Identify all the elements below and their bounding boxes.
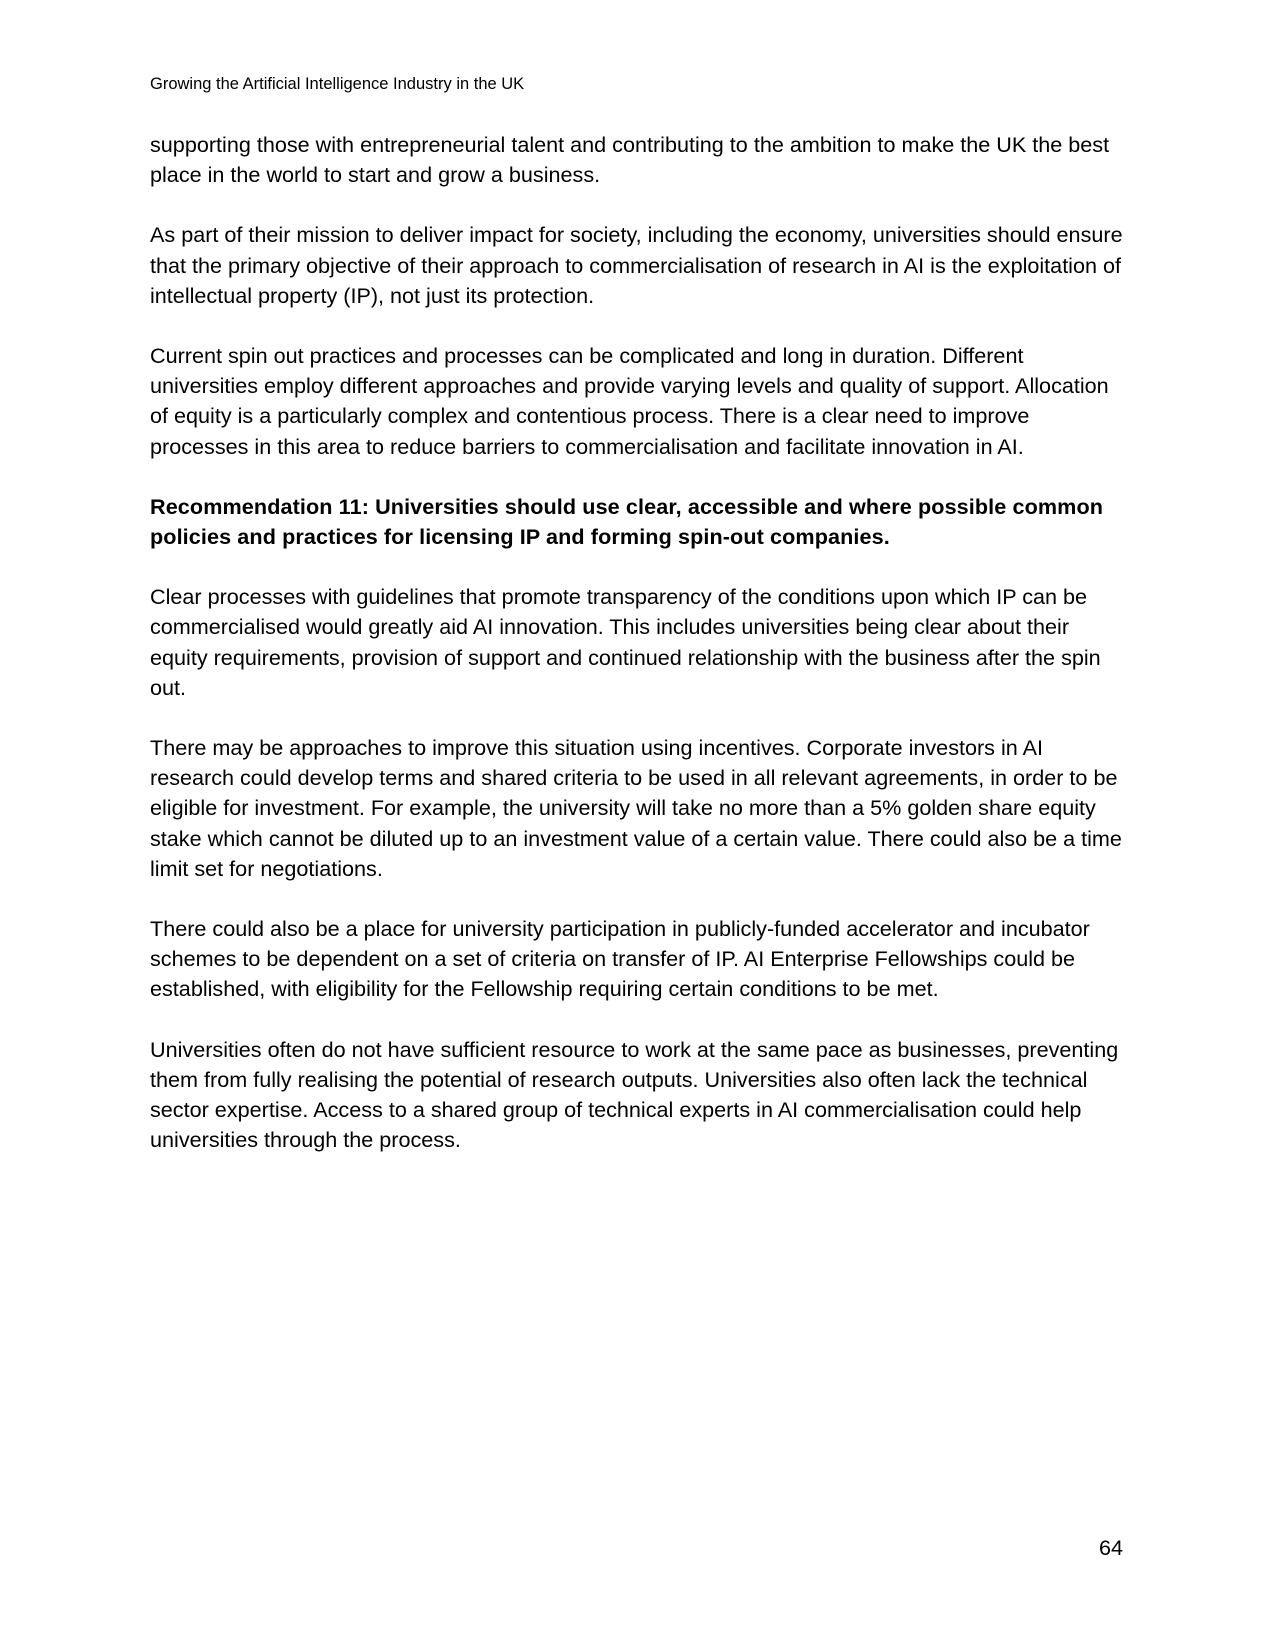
paragraph: Universities often do not have sufficient resource to work at the same pace as businesses, preventing them from fully realising the potential of research outputs. Universities also often lack the technical sector expertise. Access to a shared group of technical experts in AI commercialisation could help universities through the process. xyxy=(150,1036,1119,1153)
paragraph: There may be approaches to improve this situation using incentives. Corporate investors in AI research could develop terms and shared criteria to be used in all relevant agreements, in order to be eligible for investment. For example, the university will take no more than a 5% golden share equity stake which cannot be diluted up to an investment value of a certain value. There could also be a time limit set for negotiations. xyxy=(150,735,1122,881)
paragraph: supporting those with entrepreneurial talent and contributing to the ambition to make the UK the best place in the world to start and grow a business. xyxy=(150,132,1110,188)
page-header: Growing the Artificial Intelligence Industry in the UK xyxy=(150,75,525,93)
paragraph: Current spin out practices and processes can be complicated and long in duration. Different universities employ different approaches and provide varying levels and quality of support. Allocation of equity is a particularly complex and contentious process. There is a clear need to improve processes in this area to reduce barriers to commercialisation and facilitate innovation in AI. xyxy=(150,343,1109,459)
paragraph: As part of their mission to deliver impact for society, including the economy, universities should ensure that the primary objective of their approach to commercialisation of research in AI is the exploitation of intellectual property (IP), not just its protection. xyxy=(150,222,1123,308)
paragraph: There could also be a place for university participation in publicly-funded accelerator and incubator schemes to be dependent on a set of criteria on transfer of IP. AI Enterprise Fellowships could be established, with eligibility for the Fellowship requiring certain conditions to be met. xyxy=(150,916,1090,1002)
document-body xyxy=(150,130,1130,1185)
page-number: 64 xyxy=(1098,1535,1123,1560)
recommendation-heading: Recommendation 11: Universities should use clear, accessible and where possible common policies and practices for licensing IP and forming spin-out companies. xyxy=(150,493,1104,550)
paragraph: Clear processes with guidelines that promote transparency of the conditions upon which IP can be commercialised would greatly aid AI innovation. This includes universities being clear about their equity requirements, provision of support and continued relationship with the business after the spin out. xyxy=(150,584,1101,700)
